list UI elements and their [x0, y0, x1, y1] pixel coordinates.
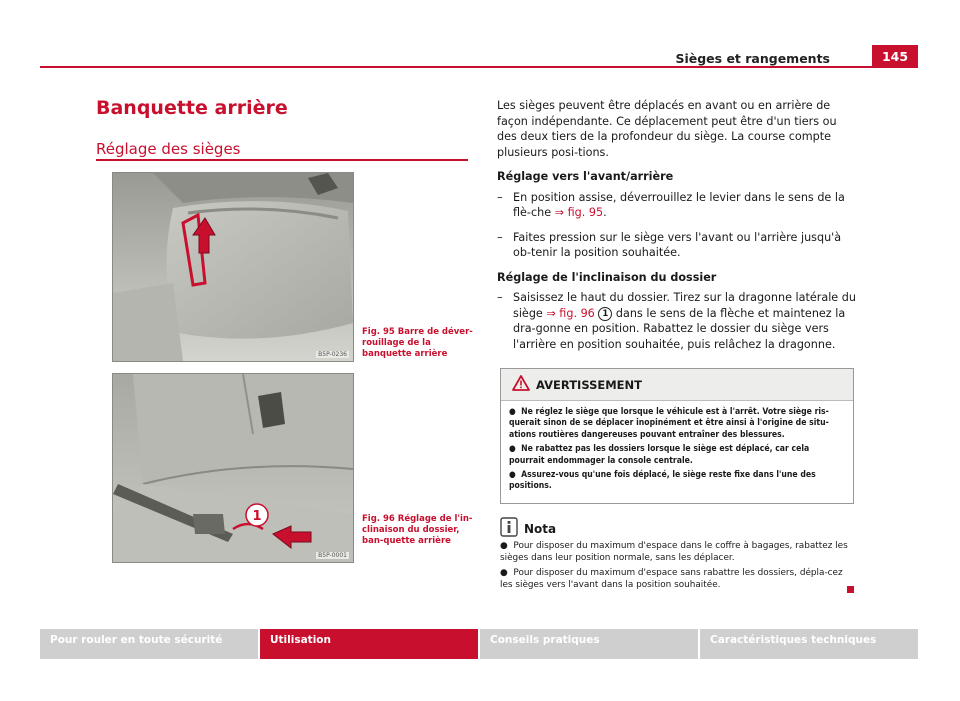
note-item: [500, 568, 855, 591]
note-icon: [500, 517, 518, 537]
bullet: ●: [509, 444, 516, 455]
warning-header: [501, 369, 853, 401]
warning-item: [509, 444, 845, 467]
seat-cushion-illustration: [113, 173, 353, 361]
figure-96-caption: Fig. 96 Réglage de l'in-clinaison du dossier, ban-quette arrière: [362, 514, 473, 546]
main-text: [497, 98, 857, 352]
dash: –: [497, 230, 503, 244]
dash: –: [497, 190, 503, 204]
bullet: ●: [500, 541, 508, 551]
figure-96-photo: [112, 373, 354, 563]
step-3-text-b: dans le sens de la flèche et maintenez la dra-gonne en position. Rabattez le dossier du siège vers l'arrière en position souhaitée, puis relâchez la dragonne.: [513, 306, 846, 351]
note-title: Nota: [524, 522, 557, 536]
page-title: Banquette arrière: [96, 97, 288, 119]
footer-tab-safety[interactable]: Pour rouler en toute sécurité: [40, 629, 258, 659]
figure-95-photo: [112, 172, 354, 362]
figure-96-marker: 1: [252, 509, 262, 524]
header-rule: [40, 66, 918, 68]
seat-backrest-illustration: [113, 374, 353, 562]
warning-item: [509, 407, 845, 441]
step-1-end: .: [603, 206, 607, 219]
step-3: [497, 290, 857, 352]
fig-96-link[interactable]: ⇒ fig. 96: [546, 306, 595, 320]
note-item: [500, 541, 855, 564]
warning-triangle-icon: [512, 375, 530, 391]
footer-tab-operation[interactable]: Utilisation: [258, 629, 478, 659]
dash: –: [497, 291, 503, 304]
warning-item: [509, 470, 845, 493]
step-2-text: Faites pression sur le siège vers l'avant ou l'arrière jusqu'à ob-tenir la position souhaitée.: [513, 230, 842, 259]
section-subtitle: Réglage des sièges: [96, 140, 241, 158]
step-1: [497, 190, 857, 221]
subtitle-rule: [96, 159, 468, 161]
warning-item-text: Ne réglez le siège que lorsque le véhicule est à l'arrêt. Votre siège ris-querait sinon de se déplacer inopinément et être ainsi à l'origine de situ-ations routières dangereuses pouvant entraîner des blessures.: [509, 407, 829, 440]
heading-forward-back: Réglage vers l'avant/arrière: [497, 170, 674, 183]
heading-recline: Réglage de l'inclinaison du dossier: [497, 270, 717, 284]
note-body: [500, 541, 855, 595]
step-3-text-a: Saisissez le haut du dossier. Tirez sur la dragonne latérale du siège: [513, 291, 856, 320]
warning-box: [500, 368, 854, 504]
note-item-text: Pour disposer du maximum d'espace sans rabattre les dossiers, dépla-cez les sièges vers l'avant dans la position souhaitée.: [500, 568, 843, 590]
footer-tab-practical-tips[interactable]: Conseils pratiques: [478, 629, 698, 659]
step-2: [497, 230, 857, 261]
callout-number-badge: 1: [598, 307, 612, 321]
running-header-title: Sièges et rangements: [675, 51, 830, 66]
warning-item-text: Ne rabattez pas les dossiers lorsque le siège est déplacé, car cela pourrait endommager la console centrale.: [509, 444, 810, 466]
warning-item-text: Assurez-vous qu'une fois déplacé, le siège reste fixe dans l'une des positions.: [509, 470, 816, 492]
page-number: 145: [872, 45, 918, 67]
intro-paragraph: Les sièges peuvent être déplacés en avant ou en arrière de façon indépendante. Ce déplacement peut être d'un tiers ou des deux tiers de la profondeur du siège. La course compte plusieurs posi-tions.: [497, 99, 837, 159]
fig-95-link[interactable]: ⇒ fig. 95: [554, 206, 604, 219]
footer-tab-technical-data[interactable]: Caractéristiques techniques: [698, 629, 918, 659]
warning-body: [501, 401, 853, 493]
bullet: ●: [509, 470, 516, 481]
warning-title: AVERTISSEMENT: [536, 378, 643, 392]
section-end-marker: [847, 586, 854, 593]
figure-95-code: B5P-0236: [318, 351, 347, 358]
footer-nav: [40, 629, 918, 659]
bullet: ●: [500, 568, 508, 579]
figure-96-code: B5P-0001: [318, 552, 347, 559]
figure-95-caption: Fig. 95 Barre de déver-rouillage de la banquette arrière: [362, 327, 473, 359]
step-1-text: En position assise, déverrouillez le levier dans le sens de la flè-che: [513, 190, 845, 219]
note-item-text: Pour disposer du maximum d'espace dans le coffre à bagages, rabattez les sièges dans leur position normale, sans les déplacer.: [500, 541, 848, 563]
bullet: ●: [509, 407, 516, 417]
